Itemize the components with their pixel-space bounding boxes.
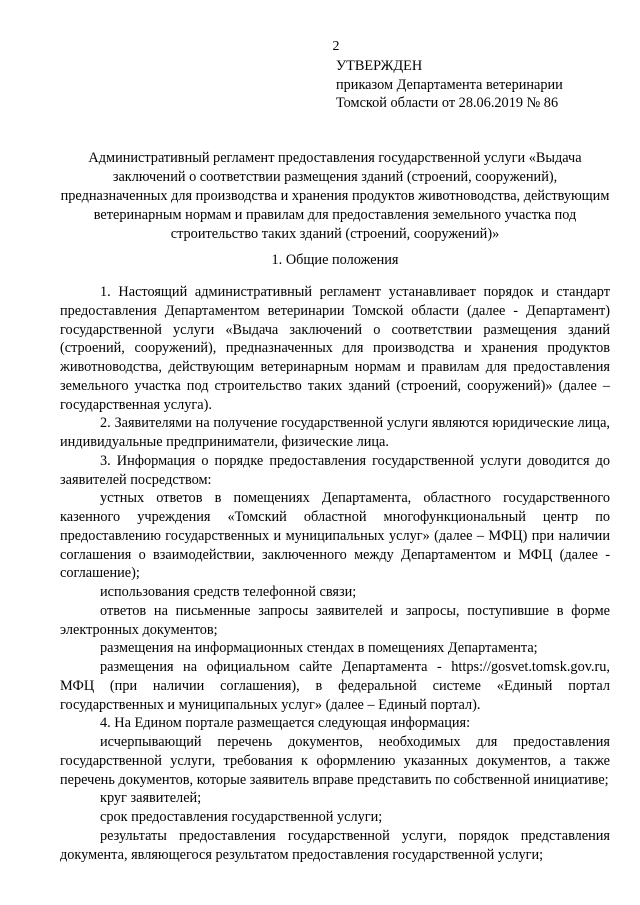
document-title: Административный регламент предоставления государственной услуги «Выдача заключений о соответствии размещения зданий (строений, сооружений), предназначенных для производства и хранения продуктов животноводства, действующим ветеринарным нормам и правилам для предоставления земельного участка под строительство таких зданий (строений, сооружений)» <box>60 150 610 242</box>
approval-line-2: приказом Департамента ветеринарии <box>336 76 563 93</box>
paragraph: размещения на официальном сайте Департамента - https://gosvet.tomsk.gov.ru, МФЦ (при наличии соглашения), в федеральной системе «Единый портал государственных и муниципальных услуг» (далее – Единый портал). <box>60 659 610 713</box>
paragraph: исчерпывающий перечень документов, необходимых для предоставления государственной услуги, требования к оформлению указанных документов, а также перечень документов, которые заявитель вправе представить по собственной инициативе; <box>60 734 610 788</box>
approval-line-3: Томской области от 28.06.2019 № 86 <box>336 95 559 111</box>
section-heading: 1. Общие положения <box>271 252 399 268</box>
paragraph: 1. Настоящий административный регламент устанавливает порядок и стандарт предоставления Департаментом ветеринарии Томской области (далее - Департамент) государственной услуги «Выдача заключений о соответствии размещения зданий (строений, сооружений), предназначенных для производства и хранения продуктов животноводства, действующим ветеринарным нормам и правилам для предоставления земельного участка под строительство таких зданий (строений, сооружений)» (далее – государственная услуга). <box>60 284 610 413</box>
paragraph: 3. Информация о порядке предоставления государственной услуги доводится до заявителей посредством: <box>60 452 610 488</box>
paragraph: использования средств телефонной связи; <box>100 584 357 600</box>
document-body <box>60 283 610 864</box>
paragraph: 2. Заявителями на получение государственной услуги являются юридические лица, индивидуальные предприниматели, физические лица. <box>60 415 610 450</box>
paragraph: срок предоставления государственной услуги; <box>100 809 383 825</box>
paragraph: размещения на информационных стендах в помещениях Департамента; <box>100 640 538 657</box>
paragraph: устных ответов в помещениях Департамента, областного государственного казенного учреждения «Томский областной многофункциональный центр по предоставлению государственных и муниципальных услуг» (далее – МФЦ) при наличии соглашения о взаимодействии, заключенного между Департаментом и МФЦ (далее - соглашение); <box>60 490 610 582</box>
paragraph: круг заявителей; <box>100 790 202 807</box>
approval-line-1: УТВЕРЖДЕН <box>336 58 423 74</box>
paragraph: результаты предоставления государственной услуги, порядок представления документа, являющегося результатом предоставления государственной услуги; <box>60 827 610 863</box>
paragraph: 4. На Едином портале размещается следующая информация: <box>100 715 471 732</box>
page-number: 2 <box>332 39 340 54</box>
approval-stamp <box>336 57 563 113</box>
paragraph: ответов на письменные запросы заявителей и запросы, поступившие в форме электронных документов; <box>60 602 610 638</box>
